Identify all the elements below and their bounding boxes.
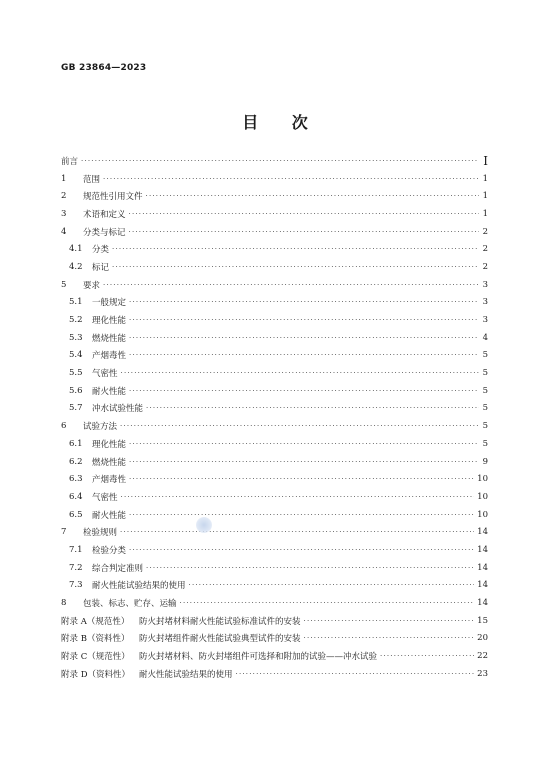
toc-entry-title: 耐火性能 [92,510,127,521]
toc-entry-number: 2 [61,191,67,202]
toc-entry-number: 7 [61,527,67,538]
toc-entry-title: 试验方法 [83,422,118,433]
toc-entry-page: 5 [482,403,488,414]
toc-entry[interactable] [61,329,488,347]
dot-leader [236,670,475,678]
toc-entry-title: 要求 [83,280,101,291]
toc-entry-number: 6.4 [69,491,83,502]
toc-entry-page: 1 [482,191,488,202]
toc-entry[interactable] [61,506,488,524]
dot-leader [112,263,479,271]
toc-entry[interactable] [61,223,488,241]
toc-entry-number: 4.2 [69,261,83,272]
dot-leader [129,458,479,466]
toc-entry-title: 一般规定 [92,298,127,309]
toc-entry-number: 5.2 [69,315,83,326]
toc-entry-title: 气密性 [92,492,118,503]
toc-entry-number: 8 [61,598,67,609]
toc-entry[interactable] [61,435,488,453]
toc-entry-number: 4.1 [69,244,83,255]
toc-entry-page: 10 [477,509,488,520]
toc-entry-title: 标记 [92,262,110,273]
toc-entry-number: 6.3 [69,474,83,485]
toc-annex-entry[interactable] [61,647,488,665]
dot-leader [121,493,475,501]
toc-entry-page: 14 [477,544,488,555]
dot-leader [146,564,474,572]
toc-entry-page: 5 [482,438,488,449]
toc-entry-title: 产烟毒性 [92,351,127,362]
toc-entry-title: 前言 [61,156,79,167]
toc-entry-page: 3 [482,297,488,308]
toc-entry-number: 附录 D（资料性） [61,669,131,680]
toc-entry-number: 6.5 [69,509,83,520]
dot-leader [304,617,475,625]
toc-entry-page: 1 [482,208,488,219]
dot-leader [112,245,479,253]
toc-entry-title: 冲水试验性能 [92,404,144,415]
toc-entry[interactable] [61,594,488,612]
dot-leader [380,652,474,660]
toc-entry-title: 范围 [83,174,101,185]
dot-leader [120,528,474,536]
dot-leader [120,422,479,430]
toc-entry-title: 术语和定义 [83,209,126,220]
toc-entry[interactable] [61,294,488,312]
toc-annex-entry[interactable] [61,630,488,648]
toc-entry[interactable] [61,470,488,488]
toc-entry-number: 7.2 [69,562,83,573]
toc-entry-number: 1 [61,173,67,184]
toc-entry-page: 22 [477,651,488,662]
toc-entry-page: 15 [477,615,488,626]
toc-entry-number: 5.5 [69,368,83,379]
toc-entry-number: 5.3 [69,332,83,343]
toc-entry-page: 20 [477,633,488,644]
dot-leader [129,546,474,554]
toc-entry[interactable] [61,276,488,294]
dot-leader [304,634,475,642]
dot-leader [189,581,475,589]
toc-entry-number: 5.7 [69,403,83,414]
toc-entry[interactable] [61,559,488,577]
toc-entry[interactable] [61,258,488,276]
toc-entry-page: 10 [477,491,488,502]
toc-entry-title: 产烟毒性 [92,475,127,486]
dot-leader [103,175,479,183]
toc-entry-page: 3 [482,315,488,326]
toc-entry-number: 附录 C（规范性） [61,652,130,663]
toc-entry-page: 2 [482,261,488,272]
toc-entry-number: 7.1 [69,544,83,555]
toc-entry-page: 23 [477,668,488,679]
toc-entry-page: 2 [482,226,488,237]
toc-entry[interactable] [61,347,488,365]
toc-entry-number: 3 [61,208,67,219]
toc-entry-page: 2 [482,244,488,255]
toc-entry-page: 14 [477,562,488,573]
toc-annex-entry[interactable] [61,665,488,683]
toc-entry-title: 包装、标志、贮存、运输 [83,599,177,610]
dot-leader [121,369,479,377]
toc-entry-number: 6 [61,421,67,432]
watermark-icon [196,517,212,533]
toc-entry[interactable] [61,311,488,329]
toc-entry-page: 1 [482,173,488,184]
toc-entry-page: 5 [482,385,488,396]
toc-entry-title: 防火封堵材料、防火封堵组件可选择和附加的试验——冲水试验 [139,652,378,663]
toc-entry[interactable] [61,170,488,188]
toc-entry[interactable] [61,205,488,223]
toc-entry-title: 规范性引用文件 [83,192,143,203]
toc-entry[interactable] [61,417,488,435]
toc-entry-title: 综合判定准则 [92,563,144,574]
toc-entry-title: 气密性 [92,369,118,380]
toc-entry-title: 理化性能 [92,439,127,450]
toc-annex-entry[interactable] [61,612,488,630]
standard-code: GB 23864—2023 [61,63,147,73]
toc-entry-page: 14 [477,580,488,591]
toc-entry-title: 防火封堵材料耐火性能试验标准试件的安装 [139,616,301,627]
dot-leader [129,316,479,324]
dot-leader [129,351,479,359]
toc-entry-number: 附录 B（资料性） [61,634,130,645]
toc-entry[interactable] [61,364,488,382]
toc-entry-title: 检验规则 [83,528,118,539]
toc-entry-number: 6.2 [69,456,83,467]
toc-entry-title: 分类与标记 [83,227,126,238]
toc-entry-page: 10 [477,474,488,485]
toc-entry-number: 4 [61,226,67,237]
dot-leader [129,210,479,218]
toc-entry-page: 5 [482,421,488,432]
toc-entry[interactable] [61,240,488,258]
toc-entry-page: 9 [482,456,488,467]
toc-entry-page: 4 [482,332,488,343]
toc-entry-page: 5 [482,350,488,361]
toc-entry-title: 分类 [92,245,110,256]
toc-entry-number: 7.3 [69,580,83,591]
toc-entry[interactable] [61,400,488,418]
dot-leader [129,440,479,448]
page-title: 目 次 [242,113,322,132]
toc-entry[interactable] [61,577,488,595]
dot-leader [129,387,479,395]
toc-entry-title: 燃烧性能 [92,333,127,344]
toc-entry-page: 3 [482,279,488,290]
dot-leader [146,192,479,200]
dot-leader [103,281,479,289]
toc-entry[interactable] [61,152,488,170]
toc-entry-title: 检验分类 [92,545,127,556]
dot-leader [129,511,474,519]
toc-entry[interactable] [61,541,488,559]
toc-entry-title: 燃烧性能 [92,457,127,468]
toc-entry[interactable] [61,382,488,400]
toc-entry-page: Ⅰ [483,153,488,168]
toc-entry-number: 6.1 [69,438,83,449]
toc-entry-number: 5.1 [69,297,83,308]
toc-entry-page: 14 [477,527,488,538]
toc-entry-number: 5.4 [69,350,83,361]
dot-leader [129,228,479,236]
toc-entry-title: 耐火性能 [92,386,127,397]
toc-entry-title: 防火封堵组件耐火性能试验典型试件的安装 [139,634,301,645]
toc-entry-number: 5 [61,279,67,290]
toc-entry-page: 5 [482,368,488,379]
toc-entry-title: 耐火性能试验结果的使用 [92,581,186,592]
toc-entry[interactable] [61,453,488,471]
dot-leader [129,475,474,483]
toc-entry-title: 耐火性能试验结果的使用 [139,669,233,680]
dot-leader [146,404,479,412]
dot-leader [129,334,479,342]
toc-entry[interactable] [61,523,488,541]
dot-leader [129,298,479,306]
dot-leader [81,157,479,165]
toc-entry-page: 14 [477,598,488,609]
table-of-contents [61,152,488,683]
toc-entry[interactable] [61,187,488,205]
toc-entry-title: 理化性能 [92,316,127,327]
toc-entry-number: 5.6 [69,385,83,396]
toc-entry-number: 附录 A（规范性） [61,616,130,627]
toc-entry[interactable] [61,488,488,506]
dot-leader [180,599,475,607]
